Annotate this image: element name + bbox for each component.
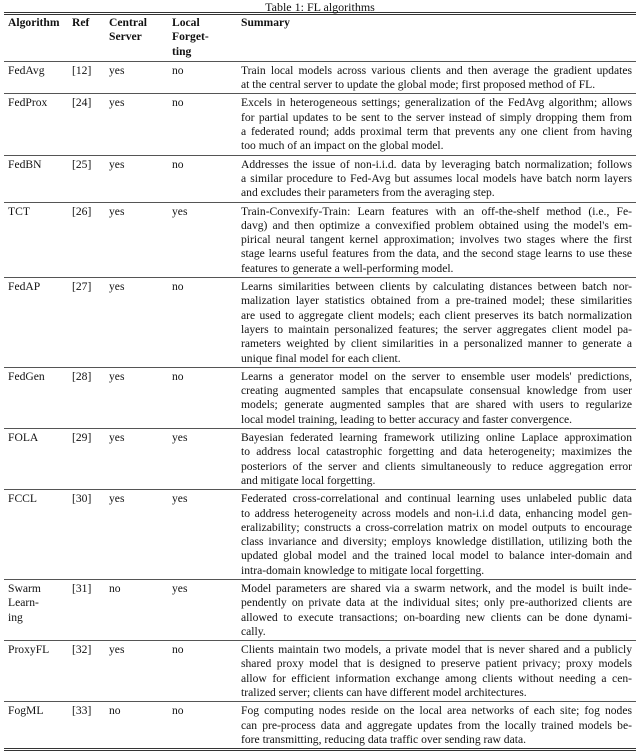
local-forgetting-cell: yes: [172, 204, 188, 218]
summary-line: are used to aggregate client models; each client preserves its batch normalization: [241, 308, 632, 322]
local-forgetting-cell: yes: [172, 581, 188, 595]
algorithm-cell: FedAP: [8, 280, 41, 294]
summary-line: updated global model and the trained local model to balance inter-domain and: [241, 549, 632, 563]
local-forgetting-cell: no: [172, 63, 184, 77]
algorithm-cell: FedBN: [8, 157, 42, 171]
summary-line: malization layer statistics obtained from a pre-trained model; these similarities: [241, 294, 632, 308]
ref-cell: [26]: [72, 204, 92, 218]
summary-line: shared proxy model that is designed to preserve patient privacy; proxy models: [241, 657, 632, 671]
table-header-row: [4, 14, 636, 62]
summary-line: intra-domain knowledge to mitigate local forgetting.: [241, 563, 485, 577]
central-server-cell: yes: [109, 280, 125, 294]
summary-line: Train local models across various clients and then average the gradient updates: [241, 63, 632, 77]
summary-line: and mitigate local forgetting.: [241, 473, 376, 487]
summary-line: Federated cross-correlational and continual learning uses unlabeled public data: [241, 492, 632, 506]
summary-cell: [237, 490, 636, 580]
local-forgetting-cell: no: [172, 157, 184, 171]
summary-line: Bayesian federated learning framework utilizing online Laplace approximation: [241, 431, 632, 445]
summary-line: cally.: [241, 624, 266, 638]
header-local-forgetting: Local Forget- ting: [172, 16, 209, 58]
summary-cell: [237, 278, 636, 368]
ref-cell: [32]: [72, 643, 92, 657]
summary-line: Model parameters are shared via a swarm network, and the model is built inde-: [241, 581, 632, 595]
summary-line: a similar procedure to Fed-Avg but assumes local models have batch norm layers: [241, 171, 632, 185]
header-summary: Summary: [241, 16, 290, 29]
summary-line: stage learns useful features from the data, and the second stage learns to use these: [241, 247, 632, 261]
table-row: [4, 641, 636, 702]
algorithm-cell: FCCL: [8, 492, 37, 506]
central-server-cell: yes: [109, 96, 125, 110]
central-server-cell: yes: [109, 492, 125, 506]
summary-line: at the central server to update the global mode; first proposed method of FL.: [241, 78, 596, 92]
summary-line: fore transmitting, reducing data traffic over sending raw data.: [241, 732, 527, 746]
local-forgetting-cell: no: [172, 704, 184, 718]
ref-cell: [31]: [72, 581, 92, 595]
summary-line: and excludes their parameters from the averaging step.: [241, 186, 495, 200]
fl-algorithms-table: [4, 12, 636, 751]
ref-cell: [25]: [72, 157, 92, 171]
algorithm-cell: FedProx: [8, 96, 48, 110]
summary-line: eralizability; constructs a cross-correlation matrix on model outputs to encourage: [241, 520, 632, 534]
central-server-cell: no: [109, 704, 121, 718]
header-algorithm: Algorithm: [8, 16, 60, 29]
central-server-cell: yes: [109, 431, 125, 445]
central-server-cell: yes: [109, 369, 125, 383]
algorithm-cell: FogML: [8, 704, 44, 718]
central-server-cell: yes: [109, 63, 125, 77]
summary-cell: [237, 641, 636, 702]
summary-line: Train-Convexify-Train: Learn features with an off-the-shelf method (i.e., Fe-: [241, 204, 632, 218]
summary-line: local model training, leading to better accuracy and faster convergence.: [241, 412, 573, 426]
algorithm-cell: TCT: [8, 204, 30, 218]
summary-line: Learns similarities between clients by calculating distances between batch nor-: [241, 280, 632, 294]
ref-cell: [33]: [72, 704, 92, 718]
summary-line: layers to maintain personalized features; the server aggregates client model pa-: [241, 322, 632, 336]
header-ref: Ref: [72, 16, 90, 29]
summary-line: models; generate augmented samples that are shared with users to regularize: [241, 398, 632, 412]
table-row: [4, 94, 636, 155]
summary-cell: [237, 702, 636, 750]
summary-line: rameters weighted by client similarities in a personalized manner to generate a: [241, 337, 632, 351]
local-forgetting-cell: yes: [172, 492, 188, 506]
ref-cell: [12]: [72, 63, 92, 77]
summary-line: allowed to execute transactions; on-boarding new clients can be done dynami-: [241, 610, 632, 624]
summary-line: davg) and then optimize a convexified problem obtained using the model's em-: [241, 218, 632, 232]
local-forgetting-cell: no: [172, 369, 184, 383]
summary-line: pirical neural tangent kernel approximation; involves two stages where the first: [241, 233, 632, 247]
ref-cell: [30]: [72, 492, 92, 506]
table-caption: Table 1: FL algorithms: [265, 0, 375, 14]
summary-line: to address heterogeneity across models and non-i.i.d data, enhancing model gen-: [241, 506, 632, 520]
summary-line: too much of an impact on the global model.: [241, 139, 444, 153]
summary-line: Excels in heterogeneous settings; generalization of the FedAvg algorithm; allows: [241, 96, 632, 110]
summary-line: for partial updates to be sent to the server instead of simply dropping them from: [241, 110, 632, 124]
table-row: [4, 579, 636, 640]
local-forgetting-cell: no: [172, 280, 184, 294]
summary-cell: [237, 579, 636, 640]
summary-line: Addresses the issue of non-i.i.d. data by leveraging batch normalization; follows: [241, 157, 632, 171]
local-forgetting-cell: no: [172, 96, 184, 110]
algorithm-cell: ProxyFL: [8, 643, 50, 657]
summary-line: a federated round; adds proximal term that prevents any one client from having: [241, 125, 632, 139]
summary-cell: [237, 202, 636, 277]
summary-line: pendently on private data at the individual sites; only pre-authorized clients are: [241, 596, 632, 610]
summary-cell: [237, 94, 636, 155]
central-server-cell: yes: [109, 204, 125, 218]
central-server-cell: no: [109, 581, 121, 595]
table-row: [4, 155, 636, 202]
table-row: [4, 490, 636, 580]
summary-line: to address local catastrophic forgetting and data heterogeneity; maximizes the: [241, 445, 632, 459]
table-row: [4, 278, 636, 368]
algorithm-cell: FedAvg: [8, 63, 45, 77]
summary-cell: [237, 155, 636, 202]
table-row: [4, 429, 636, 490]
summary-line: posteriors of the server and clients simultaneously to reduce aggregation error: [241, 459, 632, 473]
summary-line: tralized server; clients can have different model architectures.: [241, 686, 527, 700]
algorithm-cell: FedGen: [8, 369, 45, 383]
table-row: [4, 702, 636, 750]
ref-cell: [27]: [72, 280, 92, 294]
summary-line: unique final model for each client.: [241, 351, 401, 365]
table-row: [4, 202, 636, 277]
summary-cell: [237, 61, 636, 94]
ref-cell: [28]: [72, 369, 92, 383]
summary-line: creating augmented samples that encapsulate consensual knowledge from user: [241, 384, 632, 398]
summary-line: can pre-process data and aggregate updates from the locally trained models be-: [241, 718, 632, 732]
summary-cell: [237, 429, 636, 490]
table-body: [4, 61, 636, 749]
summary-cell: [237, 367, 636, 428]
summary-line: features to generate a well-performing model.: [241, 261, 454, 275]
summary-line: Clients maintain two models, a private model that is never shared and a publicly: [241, 643, 632, 657]
table-row: [4, 367, 636, 428]
ref-cell: [24]: [72, 96, 92, 110]
header-central-server: Central Server: [109, 16, 147, 44]
summary-line: class invariance and diversity; employs knowledge distillation, utilizing both the: [241, 535, 632, 549]
summary-line: Learns a generator model on the server to ensemble user models' predictions,: [241, 369, 632, 383]
algorithm-cell: FOLA: [8, 431, 39, 445]
ref-cell: [29]: [72, 431, 92, 445]
table-row: [4, 61, 636, 94]
local-forgetting-cell: no: [172, 643, 184, 657]
algorithm-cell: Swarm Learn- ing: [8, 581, 41, 624]
central-server-cell: yes: [109, 643, 125, 657]
summary-line: allow for efficient information exchange among clients without needing a cen-: [241, 671, 632, 685]
central-server-cell: yes: [109, 157, 125, 171]
local-forgetting-cell: yes: [172, 431, 188, 445]
summary-line: Fog computing nodes reside on the local area networks of each site; fog nodes: [241, 704, 632, 718]
